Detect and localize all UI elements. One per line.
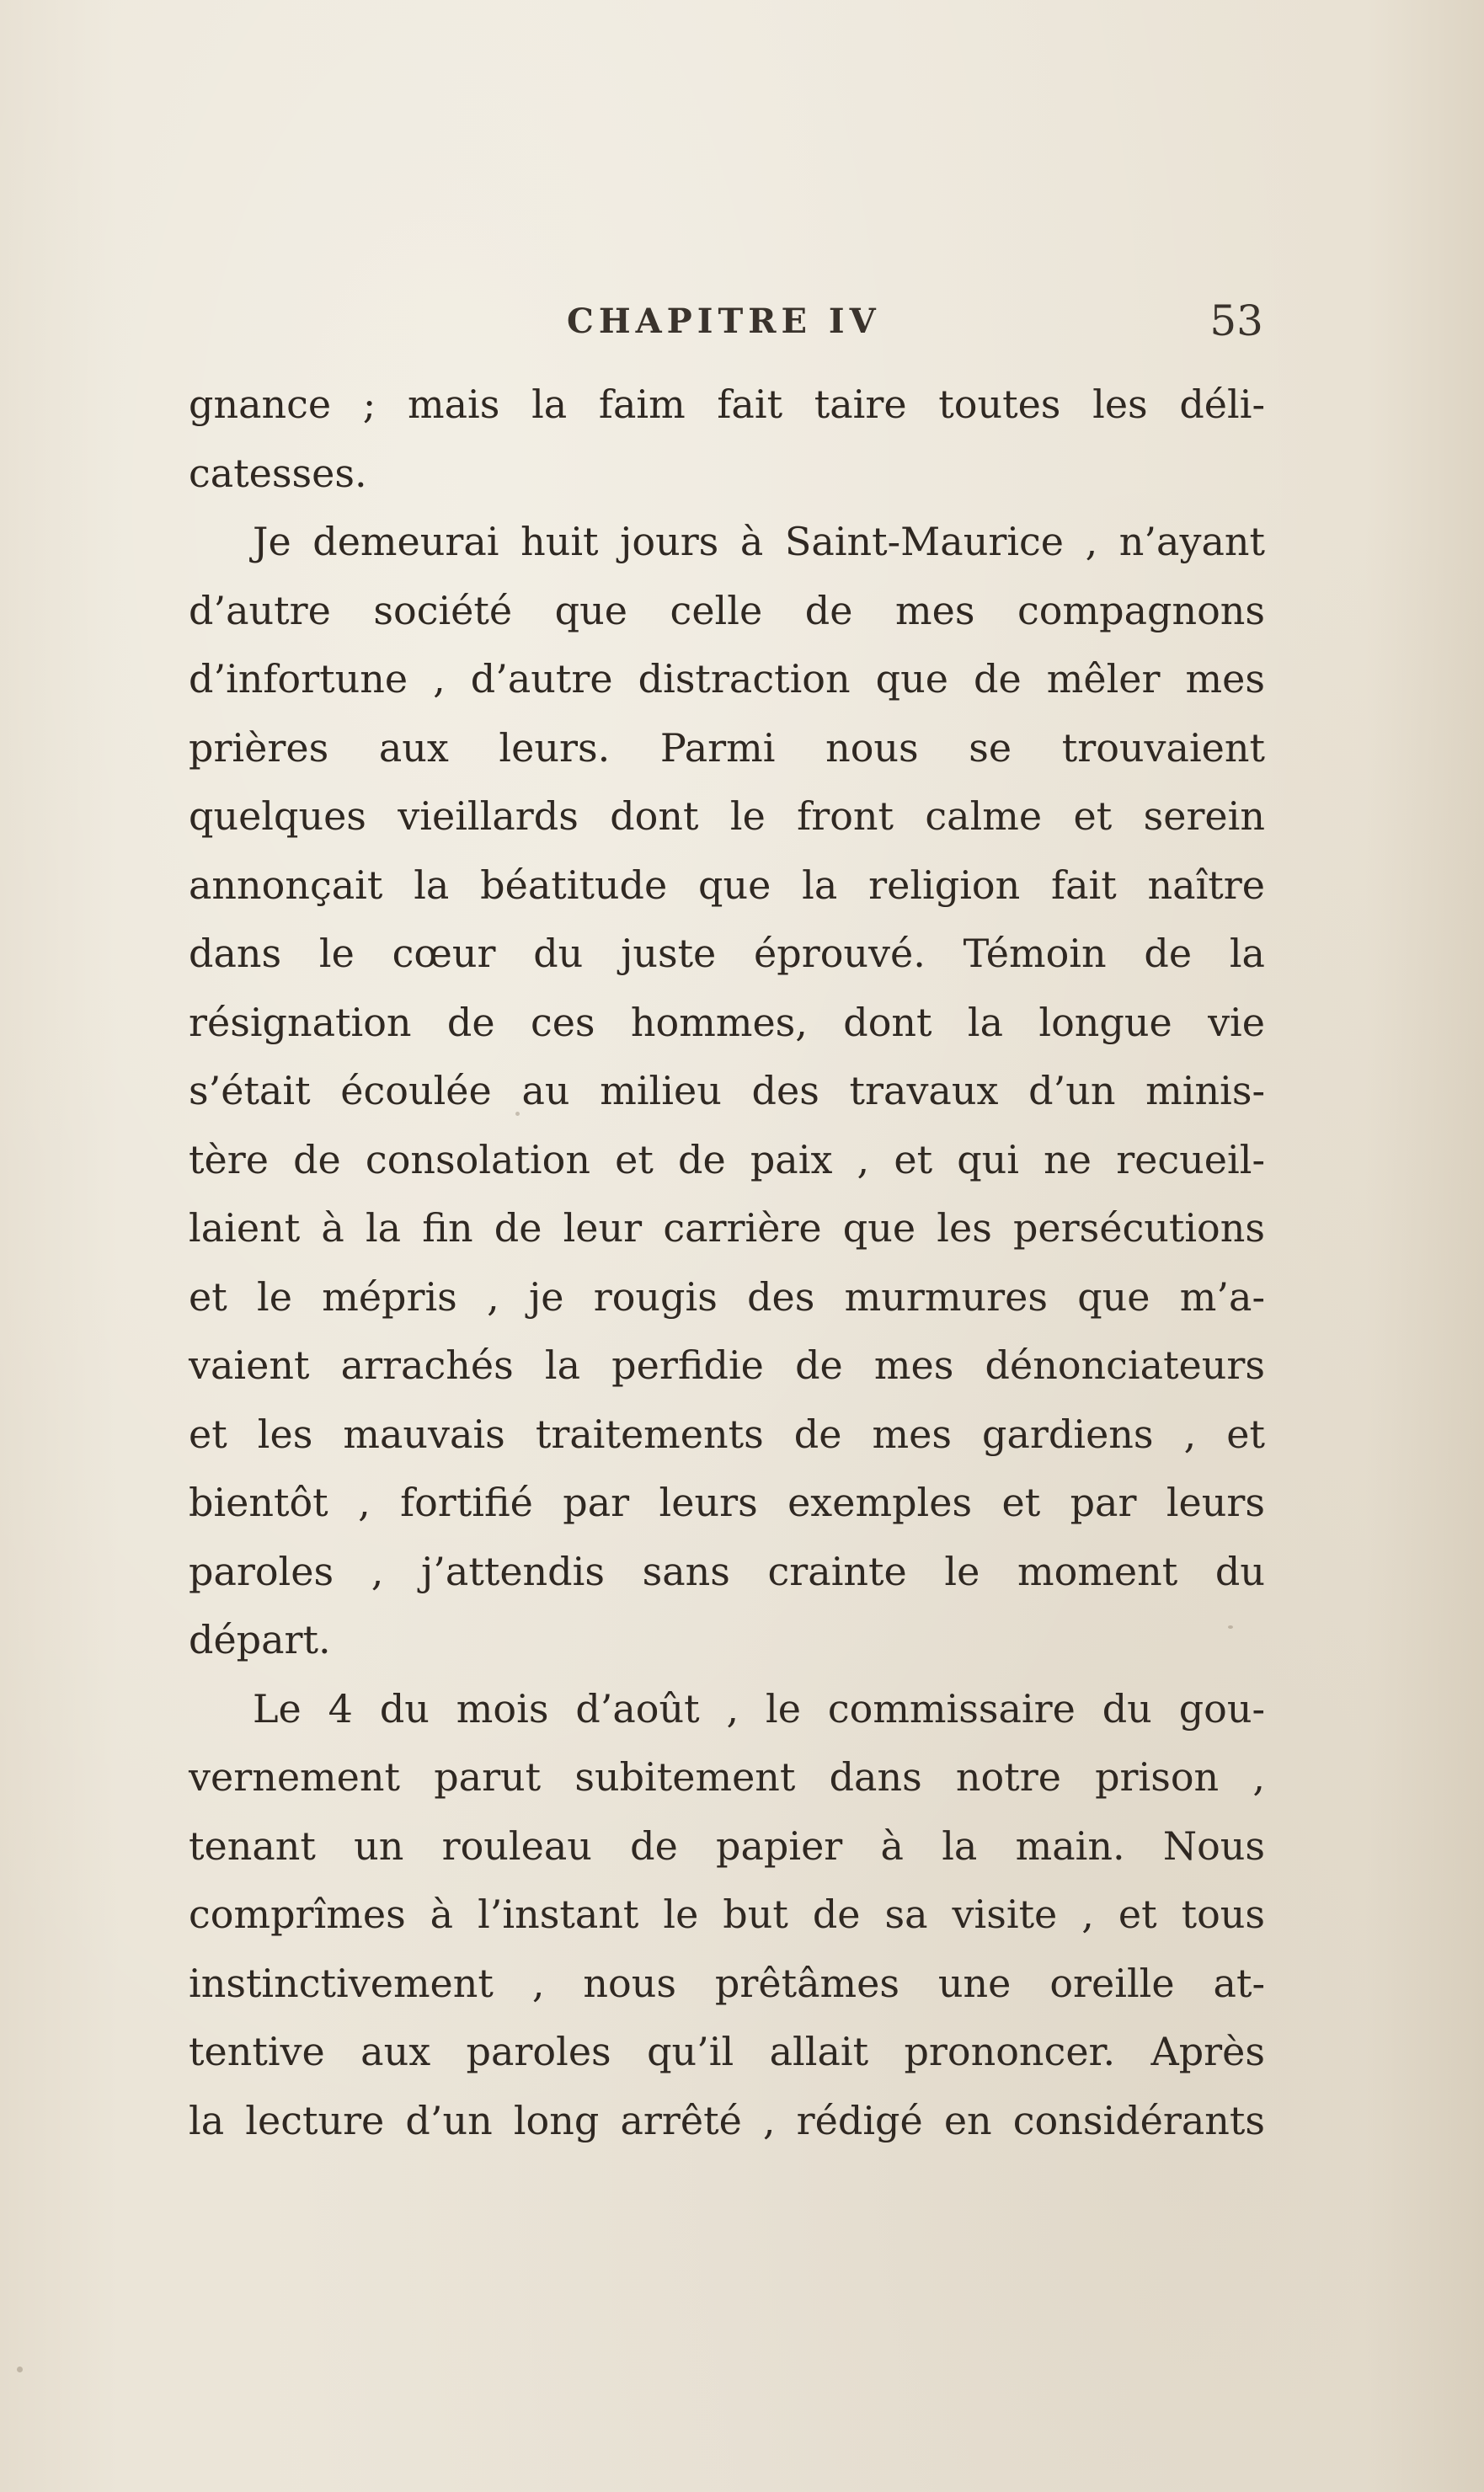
text-line: résignation de ces hommes, dont la longue vie bbox=[189, 999, 1265, 1045]
body-text bbox=[189, 371, 1265, 2155]
text-line: dans le cœur du juste éprouvé. Témoin de la bbox=[189, 931, 1265, 976]
text-line: tenant un rouleau de papier à la main. Nous bbox=[189, 1822, 1265, 1869]
text-line: d’infortune , d’autre distraction que de mêler mes bbox=[189, 656, 1265, 702]
text-line: vernement parut subitement dans notre prison , bbox=[189, 1754, 1265, 1800]
text-line: tère de consolation et de paix , et qui ne recueil- bbox=[189, 1136, 1265, 1182]
text-line: catesses. bbox=[189, 450, 367, 496]
text-line: instinctivement , nous prêtâmes une oreille at- bbox=[189, 1960, 1265, 2006]
text-line: prières aux leurs. Parmi nous se trouvaient bbox=[189, 724, 1265, 771]
text-line: Je demeurai huit jours à Saint-Maurice , n’ayant bbox=[253, 519, 1265, 564]
text-line: d’autre société que celle de mes compagnons bbox=[189, 587, 1265, 633]
text-line: bientôt , fortifié par leurs exemples et par leurs bbox=[189, 1480, 1265, 1525]
text-line: annonçait la béatitude que la religion fait naître bbox=[189, 862, 1265, 908]
running-title: CHAPITRE IV bbox=[567, 301, 881, 341]
text-line: et les mauvais traitements de mes gardiens , et bbox=[189, 1411, 1265, 1457]
paper-speck bbox=[1228, 1625, 1233, 1629]
running-head bbox=[194, 296, 1263, 347]
text-line: s’était écoulée au milieu des travaux d’un minis- bbox=[189, 1068, 1265, 1113]
paper-speck bbox=[17, 2367, 23, 2372]
paper-speck bbox=[515, 1112, 520, 1116]
text-line: et le mépris , je rougis des murmures que m’a- bbox=[189, 1273, 1265, 1320]
text-line: quelques vieillards dont le front calme et serein bbox=[189, 793, 1265, 839]
text-line: la lecture d’un long arrêté , rédigé en considérants bbox=[189, 2097, 1265, 2143]
page-number: 53 bbox=[1209, 296, 1263, 345]
text-line: laient à la fin de leur carrière que les persécutions bbox=[189, 1205, 1265, 1251]
text-line: paroles , j’attendis sans crainte le moment du bbox=[189, 1548, 1265, 1594]
text-line: Le 4 du mois d’août , le commissaire du gou- bbox=[253, 1685, 1265, 1732]
text-line: tentive aux paroles qu’il allait prononcer. Après bbox=[189, 2029, 1265, 2074]
text-line: vaient arrachés la perfidie de mes dénonciateurs bbox=[189, 1342, 1265, 1388]
text-line: départ. bbox=[189, 1617, 331, 1662]
text-line: comprîmes à l’instant le but de sa visite , et tous bbox=[189, 1892, 1265, 1937]
text-line: gnance ; mais la faim fait taire toutes les déli- bbox=[189, 382, 1265, 427]
